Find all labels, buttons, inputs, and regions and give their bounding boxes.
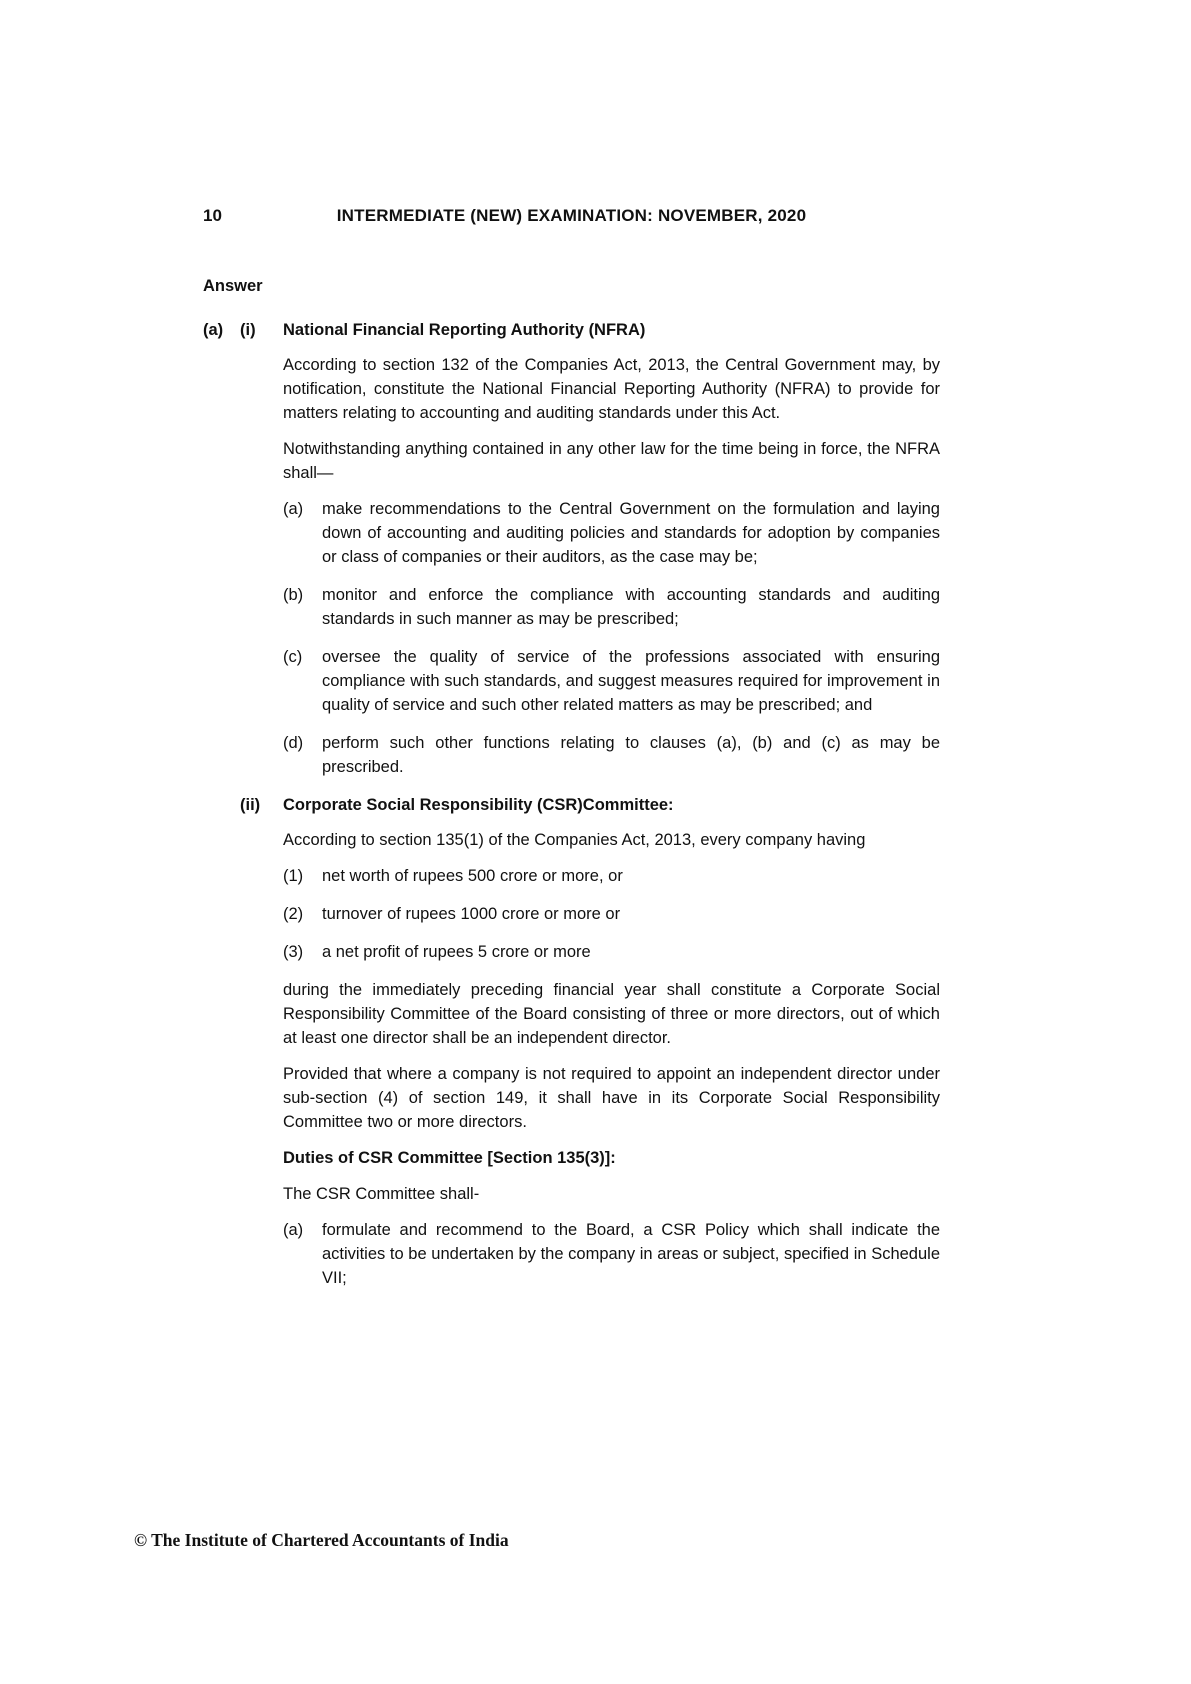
item-body: [283, 793, 940, 1290]
item-body: [283, 318, 940, 779]
paragraph: Provided that where a company is not required to appoint an independent director under sub-section (4) of section 149, it shall have in its Corporate Social Responsibility Committee two or more directors.: [283, 1065, 940, 1131]
list-text: perform such other functions relating to clauses (a), (b) and (c) as may be prescribed.: [322, 734, 940, 776]
list-text: oversee the quality of service of the professions associated with ensuring compliance with such standards, and suggest measures required for improvement in quality of service and such other related matters as may be prescribed; and: [322, 648, 940, 714]
content-area: [203, 204, 940, 1290]
document-header: [203, 204, 940, 228]
list-marker: (c): [283, 648, 303, 666]
list-text: monitor and enforce the compliance with accounting standards and auditing standards in such manner as may be prescribed;: [322, 586, 940, 628]
list-text: turnover of rupees 1000 crore or more or: [322, 905, 621, 923]
list-item: [283, 940, 940, 964]
list-item: [283, 583, 940, 631]
list-item: [283, 864, 940, 888]
list-item: [283, 731, 940, 779]
list-marker: (1): [283, 867, 304, 885]
copyright-footer: © The Institute of Chartered Accountants of India: [134, 1530, 509, 1550]
answer-item-nfra: [203, 318, 940, 779]
list-item: [283, 497, 940, 569]
list-marker: (2): [283, 905, 304, 923]
list-text: formulate and recommend to the Board, a CSR Policy which shall indicate the activities to be undertaken by the company in areas or subject, specified in Schedule VII;: [322, 1221, 940, 1287]
list-marker: (d): [283, 734, 304, 752]
list-text: make recommendations to the Central Government on the formulation and laying down of accounting and auditing policies and standards for adoption by companies or class of companies or their auditors, as the case may be;: [322, 500, 940, 566]
item-marker-ii: (ii): [240, 796, 261, 814]
list-item: [283, 902, 940, 926]
list-marker: (a): [283, 1221, 304, 1239]
section-heading-csr: Corporate Social Responsibility (CSR)Committee:: [283, 796, 674, 814]
list-item: [283, 645, 940, 717]
list-text: net worth of rupees 500 crore or more, or: [322, 867, 623, 885]
paragraph: According to section 132 of the Companies Act, 2013, the Central Government may, by notification, constitute the National Financial Reporting Authority (NFRA) to provide for matters relating to accounting and auditing standards under this Act.: [283, 356, 940, 422]
list-text: a net profit of rupees 5 crore or more: [322, 943, 591, 961]
paragraph: Notwithstanding anything contained in any other law for the time being in force, the NFRA shall—: [283, 440, 940, 482]
paragraph: during the immediately preceding financial year shall constitute a Corporate Social Responsibility Committee of the Board consisting of three or more directors, out of which at least one director shall be an independent director.: [283, 981, 940, 1047]
item-marker-i: (i): [240, 321, 256, 339]
page-number: 10: [203, 206, 222, 225]
answer-item-csr: [203, 793, 940, 1290]
list-item: [283, 1218, 940, 1290]
section-heading-nfra: National Financial Reporting Authority (NFRA): [283, 321, 646, 339]
duties-heading: Duties of CSR Committee [Section 135(3)]:: [283, 1149, 616, 1167]
part-marker: (a): [203, 321, 224, 339]
paragraph: According to section 135(1) of the Companies Act, 2013, every company having: [283, 831, 866, 849]
paragraph: The CSR Committee shall-: [283, 1185, 480, 1203]
page-title: INTERMEDIATE (NEW) EXAMINATION: NOVEMBER, 2020: [336, 206, 807, 225]
answer-label: Answer: [203, 277, 263, 295]
list-marker: (b): [283, 586, 304, 604]
list-marker: (a): [283, 500, 304, 518]
list-marker: (3): [283, 943, 304, 961]
